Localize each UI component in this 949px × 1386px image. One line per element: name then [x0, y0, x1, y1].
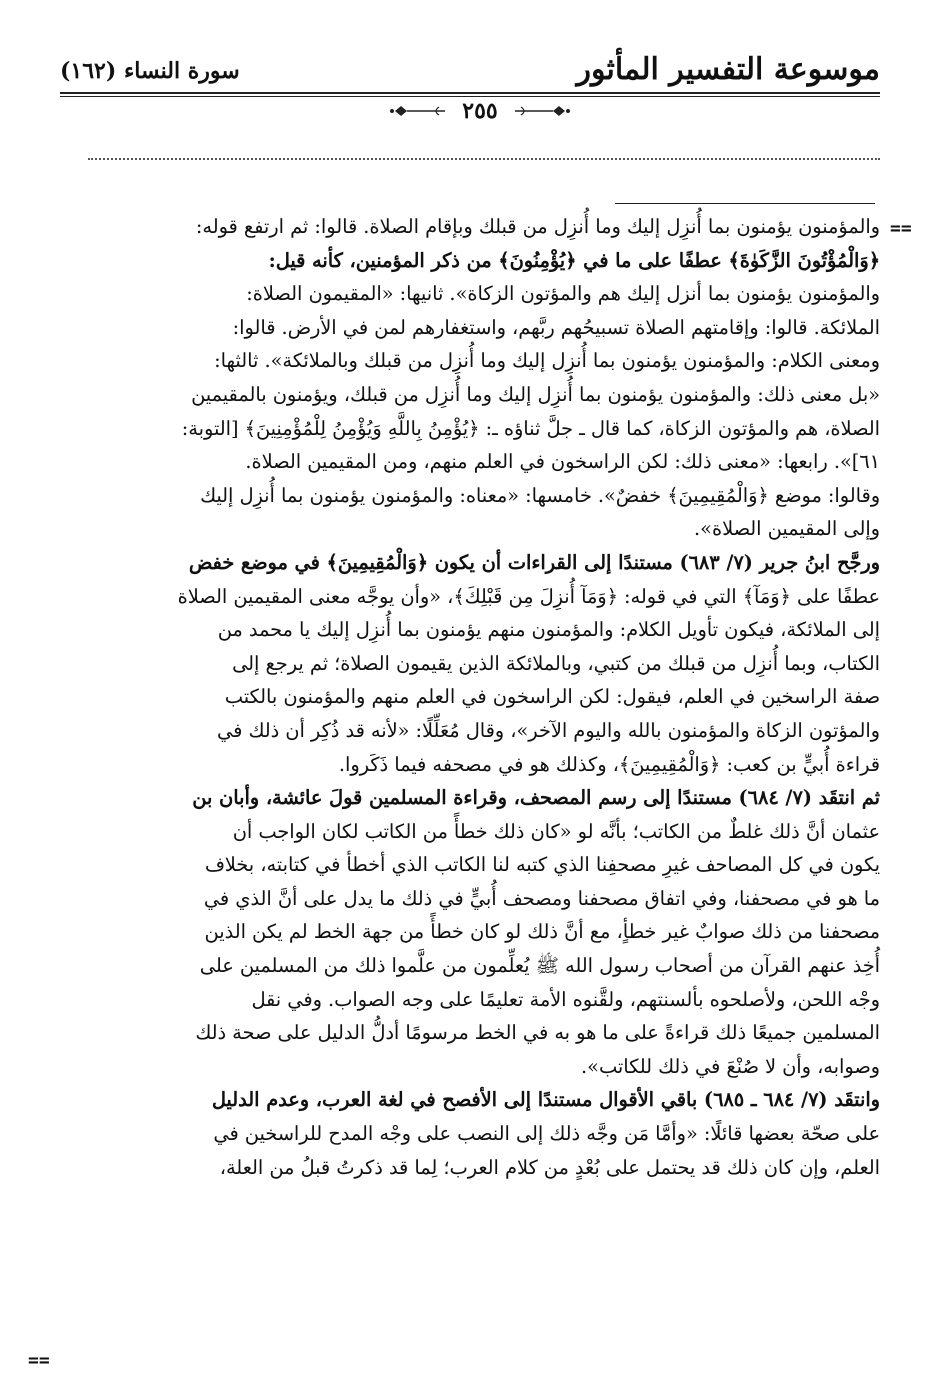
text-line: والمؤمنون يؤمنون بما أُنزِل إليك وما أُنزِل من قبلك وبإقام الصلاة. قالوا: ثم ارتفع قوله: [195, 215, 880, 238]
footnote-rule [615, 203, 875, 204]
text-line: وجْه اللحن، ولأصلحوه بألسنتهم، ولقَّنوه الأمة تعليمًا على وجه الصواب. وفي نقل [251, 987, 880, 1011]
continuation-mark-bottom: == [28, 1350, 50, 1371]
text-line: أُخِذ عنهم القرآن من أصحاب رسول الله ﷺ يُعلِّمون من علَّموا ذلك من المسلمين على [199, 954, 880, 978]
text-line: العلم، وإن كان ذلك قد يحتمل على بُعْدٍ من كلام العرب؛ لِما قد ذكرتُ قبلُ من العلة، [219, 1155, 880, 1179]
dotted-separator [88, 158, 880, 160]
text-line: عطفًا على ﴿وَمَآ﴾ التي في قوله: ﴿وَمَآ أُنزِلَ مِن قَبْلِكَ﴾، «وأن يوجَّه معنى المقيمين الصلاة [177, 584, 880, 608]
continuation-mark-top: == [890, 218, 912, 239]
ornament-icon [389, 103, 447, 119]
footnote-text [68, 210, 880, 1184]
header-rule-thin [60, 96, 880, 97]
text-line: ثم انتقَد (٧/ ٦٨٤) مستندًا إلى رسم المصحف، وقراءة المسلمين قولَ عائشة، وأبان بن [192, 786, 880, 810]
text-line: مصحفنا من ذلك صوابٌ غير خطأٍ، مع أنَّ ذلك لو كان خطأً من جهة الخط لم يكن الذين [204, 920, 880, 944]
header-rule [60, 92, 880, 94]
book-title: موسوعة التفسير المأثور [576, 52, 880, 87]
text-line: ٦١]». رابعها: «معنى ذلك: لكن الراسخون في العلم منهم، ومن المقيمين الصلاة. [245, 450, 880, 474]
page-number-block [370, 98, 590, 124]
surah-label: سورة النساء (١٦٢) [60, 58, 240, 84]
text-line: وصوابه، وأن لا صُنْعَ في ذلك للكاتب». [581, 1054, 880, 1078]
text-line: الصلاة، هم والمؤتون الزكاة، كما قال ـ جلَّ ثناؤه ـ: ﴿يُؤْمِنُ بِاللَّهِ وَيُؤْمِنُ لِلْمُؤْمِنِينَ﴾ [التوبة: [181, 416, 880, 440]
text-line: «بل معنى ذلك: والمؤمنون يؤمنون بما أُنزِل إليك وما أُنزِل من قبلك، ويؤمنون بالمقيمين [191, 382, 880, 406]
text-line: على صحّة بعضها قائلًا: «وأمَّا مَن وجَّه ذلك إلى النصب على وجْه المدح للراسخين في [213, 1122, 880, 1146]
text-line: عثمان أنَّ ذلك غلطٌ من الكاتب؛ بأنَّه لو «كان ذلك خطأً من الكاتب لكان الواجب أن [232, 819, 880, 843]
text-line: والمؤتون الزكاة والمؤمنون بالله واليوم الآخر»، وقال مُعَلِّلًا: «لأنه قد ذُكِر أن ذلك في [217, 718, 880, 742]
text-line: قراءة أُبيٍّ بن كعب: ﴿وَالْمُقِيمِينَ﴾، وكذلك هو في مصحفه فيما ذَكَروا. [338, 752, 880, 776]
page-number: ٢٥٥ [462, 98, 498, 124]
text-line: وقالوا: موضع ﴿وَالْمُقِيمِينَ﴾ خفضٌ». خامسها: «معناه: والمؤمنون يؤمنون بما أُنزِل إليك [200, 483, 880, 507]
text-line: ورجَّح ابنُ جرير (٧/ ٦٨٣) مستندًا إلى القراءات أن يكون ﴿وَالْمُقِيمِينَ﴾ في موضع خفض [188, 550, 880, 574]
text-line: يكون في كل المصاحف غيرِ مصحفِنا الذي كتبه لنا الكاتب الذي أخطأ في كتابته، بخلاف [204, 853, 880, 877]
ornament-icon [513, 103, 571, 119]
text-line: صفة الراسخين في العلم، فيقول: لكن الراسخون في العلم منهم والمؤمنون بالكتب [224, 685, 880, 709]
text-line: وانتقَد (٧/ ٦٨٤ ـ ٦٨٥) باقي الأقوال مستندًا إلى الأفصح في لغة العرب، وعدم الدليل [211, 1088, 880, 1112]
text-line: المسلمين جميعًا ذلك قراءةً على ما هو به في الخط مرسومًا أدلُّ الدليل على صحة ذلك [195, 1021, 880, 1045]
text-line: والمؤمنون يؤمنون بما أنزل إليك هم والمؤتون الزكاة». ثانيها: «المقيمون الصلاة: [246, 282, 880, 306]
page-header [60, 50, 880, 150]
text-line: ما هو في مصحفنا، وفي اتفاق مصحفنا ومصحف أُبيٍّ في ذلك ما يدل على أنَّ الذي في [203, 886, 880, 910]
text-line: ﴿وَالْمُؤْتُونَ الزَّكَوٰةَ﴾ عطفًا على ما في ﴿يُؤْمِنُونَ﴾ من ذكر المؤمنين، كأنه قيل: [268, 248, 880, 272]
text-line: الكتاب، وبما أُنزِل من قبلك من كتبي، وبالملائكة الذين يقيمون الصلاة؛ ثم يرجع إلى [232, 651, 880, 675]
text-line: الملائكة. قالوا: وإقامتهم الصلاة تسبيحُهم ربَّهم، واستغفارهم لمن في الأرض. قالوا: [232, 315, 880, 339]
text-line: وإلى المقيمين الصلاة». [694, 517, 880, 541]
text-line: إلى الملائكة، فيكون تأويل الكلام: والمؤمنون منهم يؤمنون بما أُنزِل إليك يا محمد من [217, 618, 880, 642]
text-line: ومعنى الكلام: والمؤمنون يؤمنون بما أُنزِل إليك وما أُنزِل من قبلك وبالملائكة». ثالثها: [214, 349, 880, 373]
